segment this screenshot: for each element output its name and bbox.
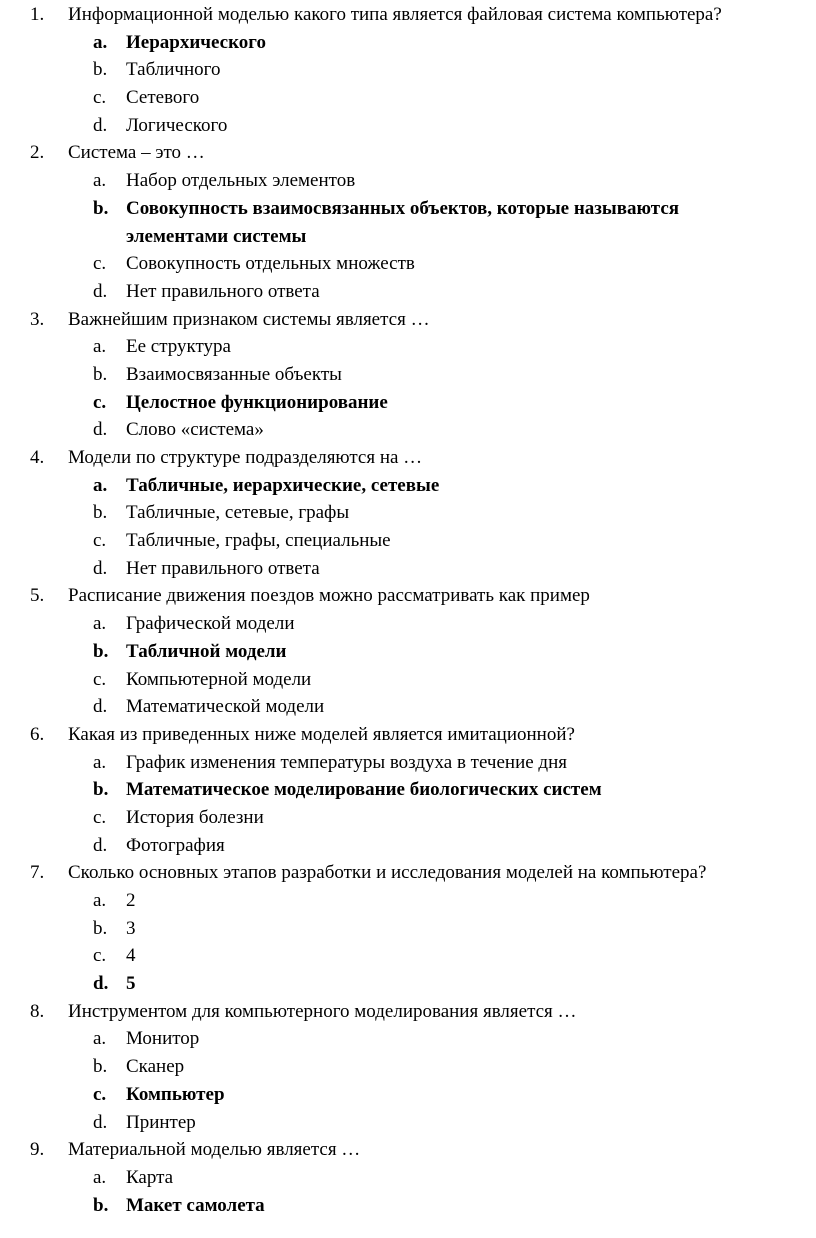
question-text: Система – это … [68, 142, 205, 164]
answer-option [0, 610, 816, 638]
option-text: Слово «система» [126, 419, 264, 441]
question-line [0, 1, 816, 29]
answer-option [0, 555, 816, 583]
option-text: Табличные, сетевые, графы [126, 502, 350, 524]
option-text: Набор отдельных элементов [126, 170, 356, 192]
question-text: Информационной моделью какого типа является файловая система компьютера? [68, 4, 722, 25]
answer-option [0, 1081, 816, 1109]
answer-option [0, 416, 816, 444]
answer-option [0, 1025, 816, 1053]
option-text: История болезни [126, 806, 264, 828]
option-text-correct: Компьютер [126, 1083, 225, 1105]
option-text-correct: Табличные, иерархические, сетевые [126, 474, 440, 496]
option-letter: b. [93, 640, 109, 662]
answer-option [0, 942, 816, 970]
answer-option [0, 112, 816, 140]
option-letter: b. [93, 363, 108, 385]
option-text-correct: Макет самолета [126, 1194, 265, 1216]
option-letter: c. [93, 1083, 107, 1105]
question-line [0, 721, 816, 749]
option-text: Совокупность отдельных множеств [126, 253, 415, 275]
question-8 [0, 998, 816, 1136]
option-letter: d. [93, 557, 108, 579]
option-letter: d. [93, 973, 109, 995]
question-text: Расписание движения поездов можно рассматривать как пример [68, 585, 590, 607]
option-letter: b. [93, 197, 109, 219]
question-number: 2. [30, 142, 45, 164]
answer-option [0, 970, 816, 998]
option-letter: a. [93, 613, 107, 635]
option-letter: b. [93, 917, 108, 939]
question-4 [0, 444, 816, 582]
option-text-correct: Целостное функционирование [126, 391, 388, 413]
question-number: 4. [30, 447, 45, 469]
option-letter: d. [93, 1111, 108, 1133]
option-text: Монитор [126, 1028, 200, 1050]
option-text: 3 [126, 917, 136, 939]
option-letter: a. [93, 336, 107, 358]
option-letter: d. [93, 834, 108, 856]
option-text-correct: Математическое моделирование биологических систем [126, 779, 602, 801]
option-text-correct: Совокупность взаимосвязанных объектов, которые называются элементами системы [126, 197, 680, 247]
answer-option [0, 915, 816, 943]
option-text-correct: 5 [126, 973, 136, 995]
option-text: Табличные, графы, специальные [126, 530, 391, 552]
answer-option [0, 84, 816, 112]
question-text: Материальной моделью является … [68, 1139, 361, 1161]
option-text: Графической модели [126, 613, 295, 635]
option-text: 4 [126, 945, 136, 967]
answer-option [0, 195, 816, 250]
answer-option [0, 389, 816, 417]
question-number: 9. [30, 1139, 45, 1161]
option-letter: b. [93, 779, 109, 801]
option-text: Нет правильного ответа [126, 280, 320, 302]
option-letter: c. [93, 530, 107, 552]
question-line [0, 582, 816, 610]
question-line [0, 1136, 816, 1164]
option-letter: c. [93, 391, 107, 413]
answer-option [0, 333, 816, 361]
question-number: 1. [30, 4, 45, 25]
option-letter: d. [93, 696, 108, 718]
answer-option [0, 361, 816, 389]
question-number: 7. [30, 862, 45, 884]
question-text: Важнейшим признаком системы является … [68, 308, 430, 330]
answer-option [0, 472, 816, 500]
option-text-correct: Иерархического [126, 31, 266, 53]
answer-option [0, 804, 816, 832]
option-letter: d. [93, 114, 108, 136]
option-text: 2 [126, 890, 136, 912]
question-6 [0, 721, 816, 859]
question-2 [0, 139, 816, 305]
question-number: 5. [30, 585, 45, 607]
answer-option [0, 278, 816, 306]
option-letter: a. [93, 1028, 107, 1050]
option-letter: d. [93, 419, 108, 441]
question-text: Модели по структуре подразделяются на … [68, 447, 423, 469]
question-number: 3. [30, 308, 45, 330]
option-text: Компьютерной модели [126, 668, 312, 690]
answer-option [0, 638, 816, 666]
question-text: Сколько основных этапов разработки и исследования моделей на компьютера? [68, 862, 707, 884]
question-line [0, 306, 816, 334]
answer-option [0, 1192, 816, 1220]
option-text: Карта [126, 1166, 174, 1188]
question-3 [0, 306, 816, 444]
option-letter: c. [93, 253, 107, 275]
answer-option [0, 56, 816, 84]
answer-option [0, 1109, 816, 1137]
answer-option [0, 693, 816, 721]
answer-option [0, 29, 816, 57]
option-letter: a. [93, 170, 107, 192]
option-text: Фотография [126, 834, 225, 856]
question-1 [0, 1, 816, 139]
question-text: Инструментом для компьютерного моделирования является … [68, 1000, 577, 1022]
answer-option [0, 832, 816, 860]
question-line [0, 859, 816, 887]
option-text: Математической модели [126, 696, 325, 718]
question-9 [0, 1136, 816, 1219]
option-letter: a. [93, 474, 108, 496]
answer-option [0, 666, 816, 694]
answer-option [0, 527, 816, 555]
question-text: Какая из приведенных ниже моделей является имитационной? [68, 723, 575, 745]
option-letter: a. [93, 31, 108, 53]
option-letter: b. [93, 502, 108, 524]
option-letter: d. [93, 280, 108, 302]
option-text: Ее структура [126, 336, 231, 358]
answer-option [0, 776, 816, 804]
question-line [0, 444, 816, 472]
option-text: Сетевого [126, 87, 200, 109]
option-text: График изменения температуры воздуха в течение дня [126, 751, 568, 773]
answer-option [0, 749, 816, 777]
question-5 [0, 582, 816, 720]
question-line [0, 998, 816, 1026]
option-text: Нет правильного ответа [126, 557, 320, 579]
answer-option [0, 499, 816, 527]
answer-option [0, 1164, 816, 1192]
question-number: 8. [30, 1000, 45, 1022]
question-number: 6. [30, 723, 45, 745]
option-text: Табличного [126, 59, 221, 81]
answer-option [0, 250, 816, 278]
option-letter: c. [93, 806, 107, 828]
option-letter: c. [93, 668, 107, 690]
option-text: Принтер [126, 1111, 196, 1133]
option-letter: c. [93, 87, 107, 109]
answer-option [0, 887, 816, 915]
option-letter: b. [93, 59, 108, 81]
question-line [0, 139, 816, 167]
question-7 [0, 859, 816, 997]
answer-option [0, 167, 816, 195]
option-text: Взаимосвязанные объекты [126, 363, 342, 385]
option-letter: a. [93, 890, 107, 912]
answer-option [0, 1053, 816, 1081]
option-letter: b. [93, 1194, 109, 1216]
option-letter: a. [93, 1166, 107, 1188]
option-text-correct: Табличной модели [126, 640, 287, 662]
option-text: Сканер [126, 1056, 185, 1078]
option-letter: c. [93, 945, 107, 967]
option-letter: a. [93, 751, 107, 773]
option-text: Логического [126, 114, 228, 136]
option-letter: b. [93, 1056, 108, 1078]
